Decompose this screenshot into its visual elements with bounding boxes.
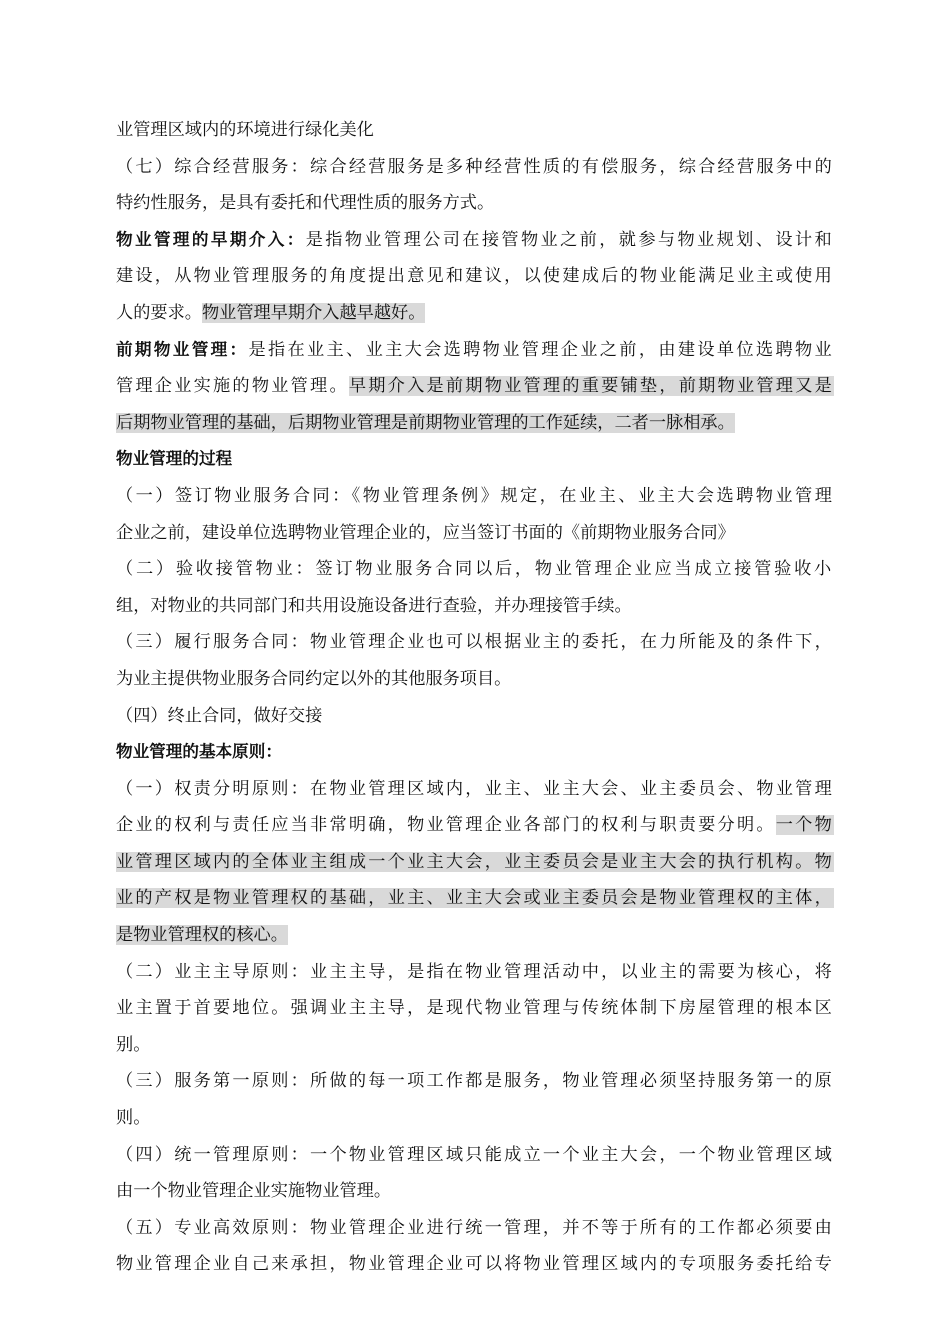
- body-text: 业管理区域内的环境进行绿化美化: [116, 120, 374, 140]
- text-line: [116, 1173, 834, 1210]
- body-text: 建设，从物业管理服务的角度提出意见和建议，以使建成后的物业能满足业主或使用: [116, 266, 834, 287]
- text-line: [116, 588, 834, 625]
- text-line: [116, 295, 834, 332]
- text-line: [116, 258, 834, 295]
- body-text: （三）履行服务合同：物业管理企业也可以根据业主的委托，在力所能及的条件下，: [116, 632, 834, 653]
- body-text: 则。: [116, 1108, 151, 1129]
- text-line: [116, 661, 834, 698]
- text-line: [116, 1137, 834, 1174]
- text-line: [116, 1210, 834, 1247]
- text-line: [116, 185, 834, 222]
- document-page: [116, 112, 834, 1283]
- text-line: [116, 515, 834, 552]
- text-line: [116, 917, 834, 954]
- text-line: [116, 478, 834, 515]
- body-text: 是指在业主、业主大会选聘物业管理企业之前，由建设单位选聘物业: [248, 339, 834, 360]
- body-text: 是指物业管理公司在接管物业之前，就参与物业规划、设计和: [305, 229, 835, 250]
- body-text: 物业管理企业自己来承担，物业管理企业可以将物业管理区域内的专项服务委托给专: [116, 1254, 834, 1275]
- body-text: （四）统一管理原则：一个物业管理区域只能成立一个业主大会，一个物业管理区域: [116, 1144, 834, 1165]
- body-text: 业主置于首要地位。强调业主主导，是现代物业管理与传统体制下房屋管理的根本区: [116, 998, 834, 1019]
- highlighted-text: 是物业管理权的核心。: [116, 925, 288, 946]
- highlighted-text: 一个物: [775, 815, 834, 836]
- body-text: （七）综合经营服务：综合经营服务是多种经营性质的有偿服务，综合经营服务中的: [116, 156, 834, 177]
- highlighted-text: 物业管理早期介入越早越好。: [201, 302, 426, 323]
- body-text: （一）权责分明原则：在物业管理区域内，业主、业主大会、业主委员会、物业管理: [116, 778, 834, 799]
- term-label: 前期物业管理：: [116, 339, 249, 359]
- body-text: 管理企业实施的物业管理。: [116, 376, 349, 397]
- body-text: 别。: [116, 1034, 151, 1055]
- section-heading: [116, 441, 834, 478]
- body-text: 人的要求。: [116, 302, 202, 323]
- text-line: [116, 332, 834, 369]
- body-text: （二）业主主导原则：业主主导，是指在物业管理活动中，以业主的需要为核心，将: [116, 961, 834, 982]
- text-line: [116, 624, 834, 661]
- body-text: 组，对物业的共同部门和共用设施设备进行查验，并办理接管手续。: [116, 595, 632, 616]
- body-text: 企业的权利与责任应当非常明确，物业管理企业各部门的权利与职责要分明。: [116, 815, 776, 836]
- text-line: [116, 954, 834, 991]
- text-line: [116, 368, 834, 405]
- body-text: （四）终止合同，做好交接: [116, 705, 323, 726]
- highlighted-text: 业的产权是物业管理权的基础，业主、业主大会或业主委员会是物业管理权的主体，: [116, 888, 834, 909]
- text-line: [116, 807, 834, 844]
- body-text: （三）服务第一原则：所做的每一项工作都是服务，物业管理必须坚持服务第一的原: [116, 1071, 834, 1092]
- heading-text: 物业管理的过程: [116, 449, 233, 469]
- text-line: [116, 1246, 834, 1283]
- highlighted-text: 早期介入是前期物业管理的重要铺垫，前期物业管理又是: [348, 376, 834, 397]
- highlighted-text: 后期物业管理的基础，后期物业管理是前期物业管理的工作延续，二者一脉相承。: [116, 412, 735, 433]
- text-line: [116, 1100, 834, 1137]
- body-text: （一）签订物业服务合同：《物业管理条例》规定，在业主、业主大会选聘物业管理: [116, 485, 835, 506]
- text-line: [116, 405, 834, 442]
- body-text: （二）验收接管物业：签订物业服务合同以后，物业管理企业应当成立接管验收小: [116, 559, 834, 580]
- text-line: [116, 112, 834, 149]
- body-text: 为业主提供物业服务合同约定以外的其他服务项目。: [116, 668, 512, 689]
- body-text: 特约性服务，是具有委托和代理性质的服务方式。: [116, 193, 495, 214]
- body-text: 由一个物业管理企业实施物业管理。: [116, 1181, 392, 1202]
- text-line: [116, 990, 834, 1027]
- text-line: [116, 149, 834, 186]
- body-text: 企业之前，建设单位选聘物业管理企业的，应当签订书面的《前期物业服务合同》: [116, 522, 735, 543]
- highlighted-text: 业管理区域内的全体业主组成一个业主大会，业主委员会是业主大会的执行机构。物: [116, 851, 834, 872]
- text-line: [116, 880, 834, 917]
- text-line: [116, 1027, 834, 1064]
- term-label: 物业管理的早期介入：: [116, 229, 306, 249]
- text-line: [116, 1063, 834, 1100]
- text-line: [116, 844, 834, 881]
- body-text: （五）专业高效原则：物业管理企业进行统一管理，并不等于所有的工作都必须要由: [116, 1217, 834, 1238]
- text-line: [116, 551, 834, 588]
- heading-text: 物业管理的基本原则：: [116, 742, 282, 762]
- text-line: [116, 698, 834, 735]
- section-heading: [116, 734, 834, 771]
- text-line: [116, 222, 834, 259]
- text-line: [116, 771, 834, 808]
